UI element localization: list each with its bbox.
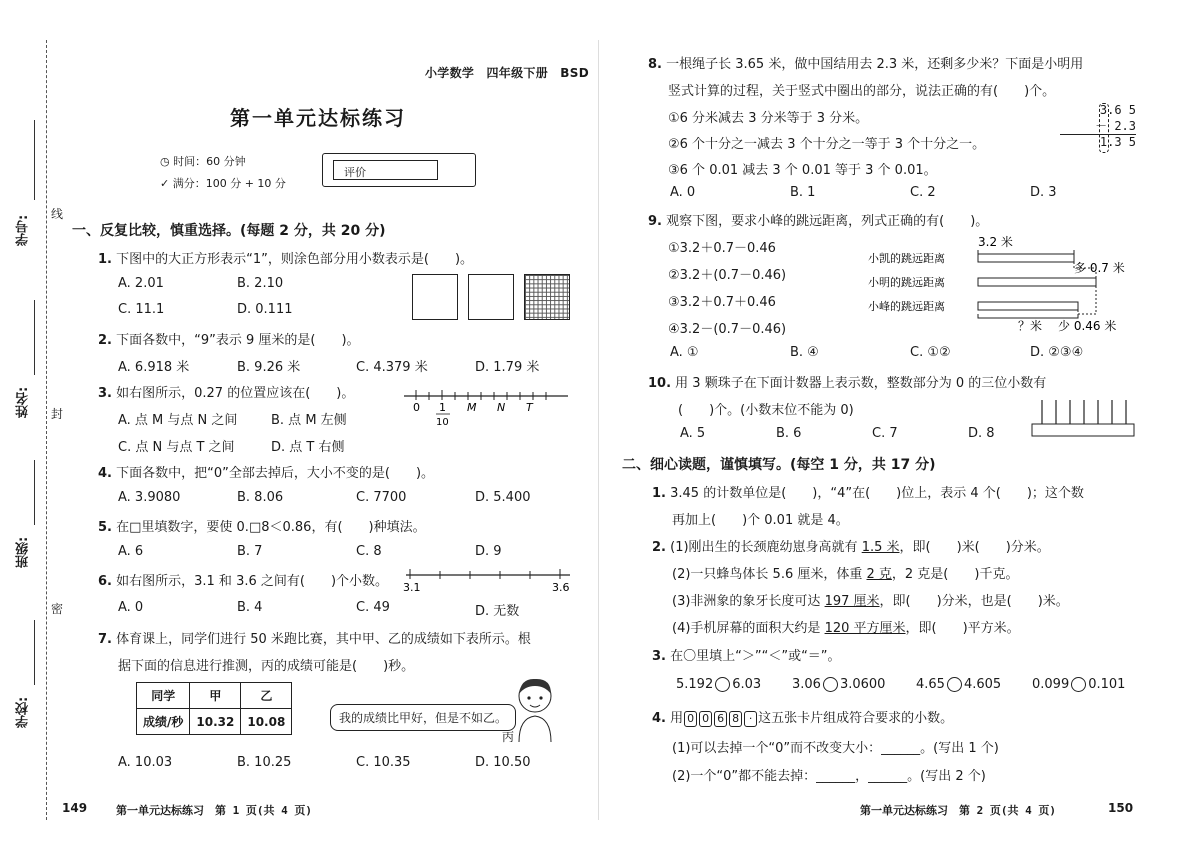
- q6-number-line: [402, 566, 574, 596]
- table-row: [137, 709, 292, 735]
- fill-2b: (2)一只蜂鸟体长 5.6 厘米，体重 2 克，2 克是( )千克。: [672, 567, 1019, 582]
- unit-square-2: [468, 274, 514, 320]
- q8-option-c[interactable]: C. 2: [910, 185, 936, 200]
- fill-4b: (2)一个“0”都不能去掉：______，______。(写出 2 个): [672, 769, 986, 784]
- footer-left: 第一单元达标练习 第 1 页(共 4 页): [116, 804, 312, 817]
- q4-option-c[interactable]: C. 7700: [356, 490, 407, 505]
- speech-bubble: 我的成绩比甲好，但是不如乙。: [330, 704, 516, 731]
- q5-option-c[interactable]: C. 8: [356, 544, 382, 559]
- table-header-cell: 乙: [241, 683, 292, 709]
- q3-point-m: M: [467, 401, 477, 414]
- question-2: 2. 下面各数中，“9”表示 9 厘米的是( )。: [98, 333, 360, 348]
- q1-option-b[interactable]: B. 2.10: [237, 276, 284, 291]
- q4-option-b[interactable]: B. 8.06: [237, 490, 284, 505]
- question-1: 1. 下图中的大正方形表示“1”，则涂色部分用小数表示是( )。: [98, 252, 474, 267]
- question-7-line-2: 据下面的信息进行推测，丙的成绩可能是( )秒。: [118, 659, 415, 674]
- footer-right: 第一单元达标练习 第 2 页(共 4 页): [860, 804, 1056, 817]
- q9-expr-1: ①3.2＋0.7－0.46: [668, 241, 776, 256]
- fill-2a: 2. (1)刚出生的长颈鹿幼崽身高就有 1.5 米，即( )米( )分米。: [652, 540, 1050, 555]
- q8-vertical-calculation: [1060, 103, 1136, 149]
- q8-statement-1: ①6 分米减去 3 分米等于 3 分米。: [668, 111, 869, 126]
- question-4: 4. 下面各数中，把“0”全部去掉后，大小不变的是( )。: [98, 466, 435, 481]
- compare-pair-1: 5.192 6.03: [676, 677, 762, 692]
- fill-3: 3. 在〇里填上“＞”“＜”或“＝”。: [652, 649, 841, 664]
- q10-abacus-counter: [1030, 398, 1136, 438]
- digit-card: 0: [699, 711, 712, 727]
- q7-option-a[interactable]: A. 10.03: [118, 755, 173, 770]
- evaluation-box: [322, 153, 476, 187]
- q7-option-c[interactable]: C. 10.35: [356, 755, 411, 770]
- q8-option-d[interactable]: D. 3: [1030, 185, 1057, 200]
- question-7-line-1: 7. 体育课上，同学们进行 50 米跑比赛，其中甲、乙的成绩如下表所示。根: [98, 632, 531, 647]
- question-10-line-1: 10. 用 3 颗珠子在下面计数器上表示数，整数部分为 0 的三位小数有: [648, 376, 1047, 391]
- q6-option-b[interactable]: B. 4: [237, 600, 263, 615]
- q9-label-kai: 小凯的跳远距离: [868, 252, 945, 265]
- q9-label-unknown: ？米: [1018, 319, 1043, 333]
- q3-option-a[interactable]: A. 点 M 与点 N 之间: [118, 413, 238, 428]
- q6-option-c[interactable]: C. 49: [356, 600, 390, 615]
- q8-statement-2: ②6 个十分之一减去 3 个十分之一等于 3 个十分之一。: [668, 137, 986, 152]
- q2-option-b[interactable]: B. 9.26 米: [237, 360, 301, 375]
- q9-option-c[interactable]: C. ①②: [910, 345, 951, 360]
- q9-label-less: 少 0.46 米: [1058, 319, 1117, 333]
- q2-option-c[interactable]: C. 4.379 米: [356, 360, 428, 375]
- q9-label-more: 多 0.7 米: [1074, 261, 1125, 275]
- q9-label-ming: 小明的跳远距离: [868, 276, 945, 289]
- school-blank[interactable]: [34, 620, 35, 685]
- q5-option-b[interactable]: B. 7: [237, 544, 263, 559]
- q3-label-0: 0: [413, 401, 420, 414]
- q10-option-d[interactable]: D. 8: [968, 426, 995, 441]
- q9-label-feng: 小峰的跳远距离: [868, 300, 945, 313]
- q7-option-d[interactable]: D. 10.50: [475, 755, 531, 770]
- calc-row-2: － 2.3: [1060, 117, 1136, 135]
- question-5: 5. 在□里填数字，要使 0.□8＜0.86，有( )种填法。: [98, 520, 426, 535]
- digit-card: 6: [714, 711, 727, 727]
- q9-option-a[interactable]: A. ①: [670, 345, 699, 360]
- q10-option-c[interactable]: C. 7: [872, 426, 898, 441]
- q3-point-n: N: [497, 401, 506, 414]
- fill-4: 4. 用 0 0 6 8 · 这五张卡片组成符合要求的小数。: [652, 711, 954, 726]
- q9-expr-3: ③3.2＋0.7＋0.46: [668, 295, 776, 310]
- question-10-line-2: ( )个。(小数末位不能为 0): [678, 403, 854, 418]
- q4-option-a[interactable]: A. 3.9080: [118, 490, 181, 505]
- q10-option-a[interactable]: A. 5: [680, 426, 706, 441]
- table-cell: 10.32: [190, 709, 241, 735]
- section-2-title: 二、细心读题，谨慎填写。(每空 1 分，共 17 分): [622, 457, 936, 473]
- digit-card: 0: [684, 711, 697, 727]
- compare-circle[interactable]: [823, 677, 838, 692]
- q2-option-d[interactable]: D. 1.79 米: [475, 360, 540, 375]
- q1-option-d[interactable]: D. 0.111: [237, 302, 293, 317]
- section-1-title: 一、反复比较，慎重选择。(每题 2 分，共 20 分): [72, 223, 386, 239]
- q1-option-c[interactable]: C. 11.1: [118, 302, 165, 317]
- question-8-line-2: 竖式计算的过程，关于竖式中圈出的部分，说法正确的有( )个。: [668, 84, 1056, 99]
- q5-option-a[interactable]: A. 6: [118, 544, 144, 559]
- q8-option-b[interactable]: B. 1: [790, 185, 816, 200]
- compare-pair-3: 4.65 4.605: [916, 677, 1002, 692]
- fill-1-line-1: 1. 3.45 的计数单位是( )，“4”在( )位上，表示 4 个( )；这个数: [652, 486, 1084, 501]
- q8-circled-column: [1099, 103, 1109, 153]
- fill-2d: (4)手机屏幕的面积大约是 120 平方厘米，即( )平方米。: [672, 621, 1020, 636]
- compare-pair-2: 3.06 3.0600: [792, 677, 886, 692]
- page-title: 第一单元达标练习: [230, 106, 406, 130]
- compare-circle[interactable]: [1071, 677, 1086, 692]
- cut-mark-3: 密: [51, 602, 64, 616]
- q5-option-d[interactable]: D. 9: [475, 544, 502, 559]
- calc-row-3: 1.3 5: [1099, 135, 1136, 149]
- school-label: 学校:: [16, 696, 31, 728]
- student-no-blank[interactable]: [34, 120, 35, 200]
- question-9: 9. 观察下图，要求小峰的跳远距离，列式正确的有( )。: [648, 214, 989, 229]
- score-info: ✓ 满分：100 分 + 10 分: [160, 177, 286, 190]
- q6-option-d[interactable]: D. 无数: [475, 604, 520, 619]
- q9-expr-4: ④3.2－(0.7－0.46): [668, 322, 787, 337]
- table-cell: 成绩/秒: [137, 709, 190, 735]
- q8-statement-3: ③6 个 0.01 减去 3 个 0.01 等于 3 个 0.01。: [668, 163, 937, 178]
- q9-jump-diagram: [866, 234, 1138, 334]
- speaker-label: 丙: [502, 730, 515, 744]
- q3-label-10: 10: [436, 417, 449, 428]
- table-cell: 10.08: [241, 709, 292, 735]
- table-header-row: [137, 683, 292, 709]
- q3-point-t: T: [526, 401, 533, 414]
- cut-mark-1: 线: [51, 207, 64, 221]
- binding-line: [46, 40, 47, 820]
- q9-option-d[interactable]: D. ②③④: [1030, 345, 1084, 360]
- page-number-right: 150: [1108, 801, 1134, 815]
- question-6: 6. 如右图所示，3.1 和 3.6 之间有( )个小数。: [98, 574, 389, 589]
- calc-row-1: 3.6 5: [1099, 103, 1136, 117]
- class-label: 班级:: [16, 536, 31, 568]
- q6-option-a[interactable]: A. 0: [118, 600, 144, 615]
- q9-expr-2: ②3.2＋(0.7－0.46): [668, 268, 787, 283]
- q1-option-a[interactable]: A. 2.01: [118, 276, 164, 291]
- student-no-label: 学号:: [16, 214, 31, 246]
- hundredths-grid: [524, 274, 570, 320]
- fill-1-line-2: 再加上( )个 0.01 就是 4。: [672, 513, 849, 528]
- q4-option-d[interactable]: D. 5.400: [475, 490, 531, 505]
- q3-number-line: [400, 386, 572, 428]
- cut-mark-2: 封: [51, 407, 64, 421]
- question-3: 3. 如右图所示，0.27 的位置应该在( )。: [98, 386, 355, 401]
- compare-circle[interactable]: [715, 677, 730, 692]
- q6-label-end: 3.6: [552, 581, 570, 594]
- q7-score-table: [136, 682, 292, 735]
- q9-option-b[interactable]: B. ④: [790, 345, 819, 360]
- page-header: 小学数学 四年级下册 BSD: [425, 66, 589, 80]
- time-info: ◷ 时间：60 分钟: [160, 155, 246, 168]
- q10-option-b[interactable]: B. 6: [776, 426, 802, 441]
- q2-option-a[interactable]: A. 6.918 米: [118, 360, 190, 375]
- name-label: 姓名:: [16, 386, 31, 418]
- fill-4a: (1)可以去掉一个“0”而不改变大小：______。(写出 1 个): [672, 741, 999, 756]
- name-blank[interactable]: [34, 300, 35, 375]
- q8-option-a[interactable]: A. 0: [670, 185, 696, 200]
- unit-square-1: [412, 274, 458, 320]
- table-header-cell: 甲: [190, 683, 241, 709]
- decimal-point-card: ·: [744, 711, 757, 727]
- evaluation-field[interactable]: 评价: [333, 160, 438, 180]
- page-divider: [598, 40, 599, 820]
- page-number-left: 149: [62, 801, 88, 815]
- question-8-line-1: 8. 一根绳子长 3.65 米，做中国结用去 2.3 米，还剩多少米？下面是小明用: [648, 57, 1084, 72]
- table-header-cell: 同学: [137, 683, 190, 709]
- q3-label-1: 1: [439, 401, 446, 414]
- q3-option-d[interactable]: D. 点 T 右侧: [271, 440, 345, 455]
- compare-pair-4: 0.099 0.101: [1032, 677, 1126, 692]
- q6-label-start: 3.1: [403, 581, 421, 594]
- compare-circle[interactable]: [947, 677, 962, 692]
- digit-card: 8: [729, 711, 742, 727]
- q7-option-b[interactable]: B. 10.25: [237, 755, 292, 770]
- q9-label-3-2: 3.2 米: [978, 235, 1013, 249]
- q3-option-b[interactable]: B. 点 M 左侧: [271, 413, 347, 428]
- q3-option-c[interactable]: C. 点 N 与点 T 之间: [118, 440, 235, 455]
- fill-2c: (3)非洲象的象牙长度可达 197 厘米，即( )分米，也是( )米。: [672, 594, 1069, 609]
- class-blank[interactable]: [34, 460, 35, 525]
